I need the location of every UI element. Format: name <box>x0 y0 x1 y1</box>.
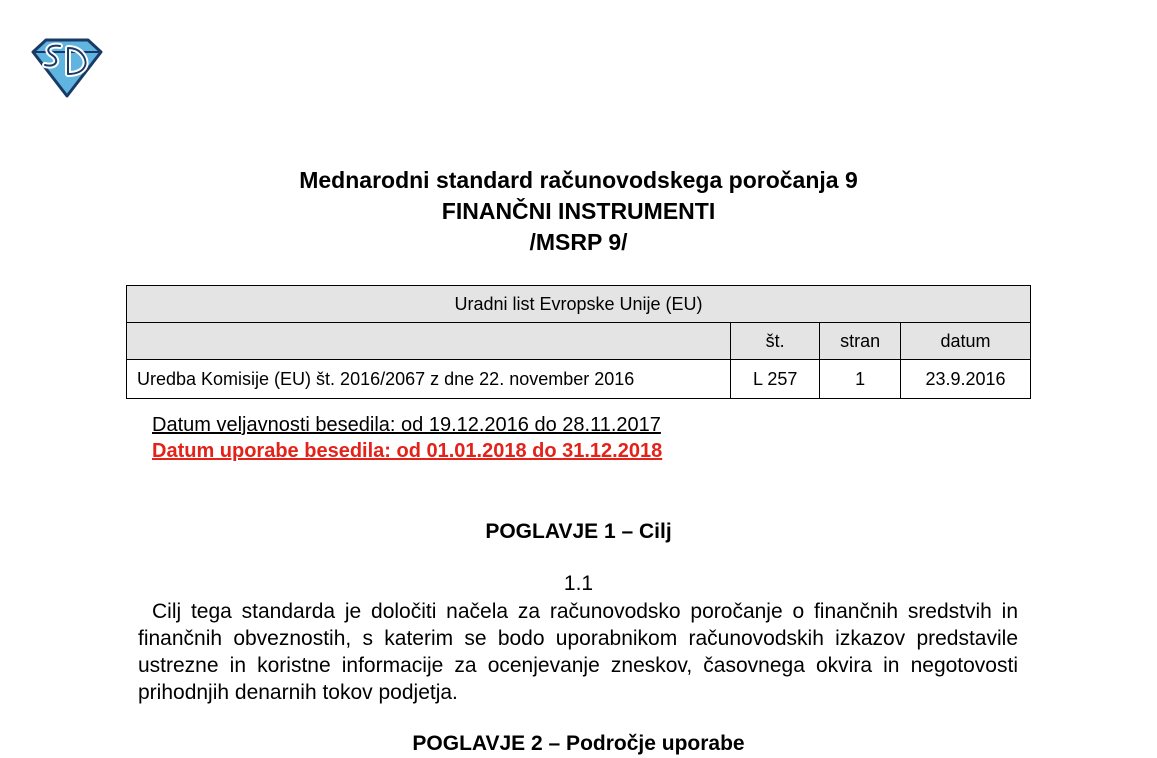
paragraph-text: Cilj tega standarda je določiti načela za računovodsko poročanje o finančnih sredstvih in finančnih obveznostih, s katerim se bodo uporabnikom računovodskih izkazov predstavile ustrezne in koristne informacije za ocenjevanje zneskov, časovnega okvira in negotovosti prihodnjih denarnih tokov podjetja. <box>138 600 1018 704</box>
chapter-2-heading: POGLAVJE 2 – Področje uporabe <box>412 732 745 755</box>
document-title: Mednarodni standard računovodskega poročanja 9 <box>299 167 858 193</box>
column-header-date: datum <box>901 323 1031 360</box>
number-cell: L 257 <box>731 360 820 399</box>
document-subtitle: FINANČNI INSTRUMENTI <box>441 198 716 224</box>
table-header: Uradni list Evropske Unije (EU) <box>127 286 1031 323</box>
chapter-1-heading: POGLAVJE 1 – Cilj <box>485 520 672 543</box>
application-date: Datum uporabe besedila: od 01.01.2018 do 31.12.2018 <box>152 440 663 462</box>
column-header-page: stran <box>820 323 901 360</box>
page-cell: 1 <box>820 360 901 399</box>
document-code: /MSRP 9/ <box>529 229 628 255</box>
column-header-no: št. <box>731 323 820 360</box>
official-journal-table <box>126 285 1031 399</box>
regulation-cell: Uredba Komisije (EU) št. 2016/2067 z dne 22. november 2016 <box>127 360 731 399</box>
table-row <box>127 360 1031 399</box>
logo-icon <box>30 38 104 100</box>
table-header-blank <box>127 323 731 360</box>
date-cell: 23.9.2016 <box>901 360 1031 399</box>
validity-date: Datum veljavnosti besedila: od 19.12.2016 do 28.11.2017 <box>152 414 661 436</box>
paragraph <box>138 598 1018 706</box>
section-number: 1.1 <box>563 572 594 595</box>
